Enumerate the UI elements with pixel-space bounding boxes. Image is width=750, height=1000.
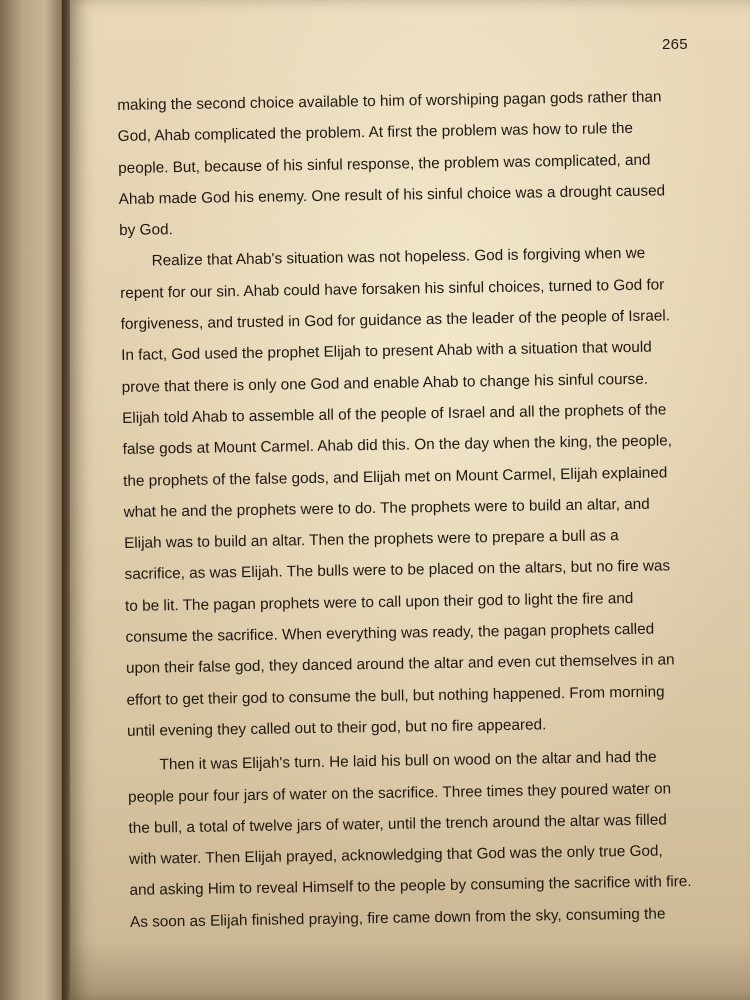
text-line: As soon as Elijah finished praying, fire came down from the sky, consuming the [129,905,666,931]
text-line: Ahab made God his enemy. One result of his sinful choice was a drought caused [118,182,666,208]
text-line: prove that there is only one God and enable Ahab to change his sinful course. [121,370,649,396]
text-line: the bull, a total of twelve jars of water, until the trench around the altar was filled [128,811,667,837]
text-line: and asking Him to reveal Himself to the people by consuming the sacrifice with fire. [129,873,692,900]
text-line: Elijah was to build an altar. Then the prophets were to prepare a bull as a [123,527,619,553]
text-line: people. But, because of his sinful response, the problem was complicated, and [118,151,651,177]
text-line: what he and the prophets were to do. The prophets were to build an altar, and [123,495,650,521]
text-line: the prophets of the false gods, and Elijah met on Mount Carmel, Elijah explained [123,463,668,490]
text-line: sacrifice, as was Elijah. The bulls were to be placed on the altars, but no fire was [124,557,671,584]
text-line: Elijah told Ahab to assemble all of the people of Israel and all the prophets of the [122,401,667,427]
text-line: making the second choice available to him of worshiping pagan gods rather than [117,88,662,114]
text-line: forgiveness, and trusted in God for guidance as the leader of the people of Israel. [120,307,671,334]
text-line: by God. [119,221,173,240]
text-line: false gods at Mount Carmel. Ahab did this. On the day when the king, the people, [122,432,673,459]
text-line: In fact, God used the prophet Elijah to present Ahab with a situation that would [121,339,652,365]
book-page [70,0,750,1000]
page-number: 265 [662,36,688,53]
text-line: consume the sacrifice. When everything was ready, the pagan prophets called [125,620,655,646]
page-body [117,81,730,938]
text-line: people pour four jars of water on the sacrifice. Three times they poured water on [127,779,672,806]
text-line: effort to get their god to consume the bull, but nothing happened. From morning [126,683,665,709]
text-line: God, Ahab complicated the problem. At first the problem was how to rule the [117,120,634,146]
text-line: upon their false god, they danced around the altar and even cut themselves in an [125,651,675,678]
text-line: until evening they called out to their god, but no fire appeared. [126,716,547,740]
left-page-edge [0,0,64,1000]
text-line: Realize that Ahab's situation was not hopeless. God is forgiving when we [151,245,646,270]
text-line: to be lit. The pagan prophets were to call upon their god to light the fire and [124,589,634,615]
text-line: repent for our sin. Ahab could have forsaken his sinful choices, turned to God for [120,276,665,302]
text-line: with water. Then Elijah prayed, acknowledging that God was the only true God, [128,842,663,869]
text-line: Then it was Elijah's turn. He laid his bull on wood on the altar and had the [159,748,657,774]
